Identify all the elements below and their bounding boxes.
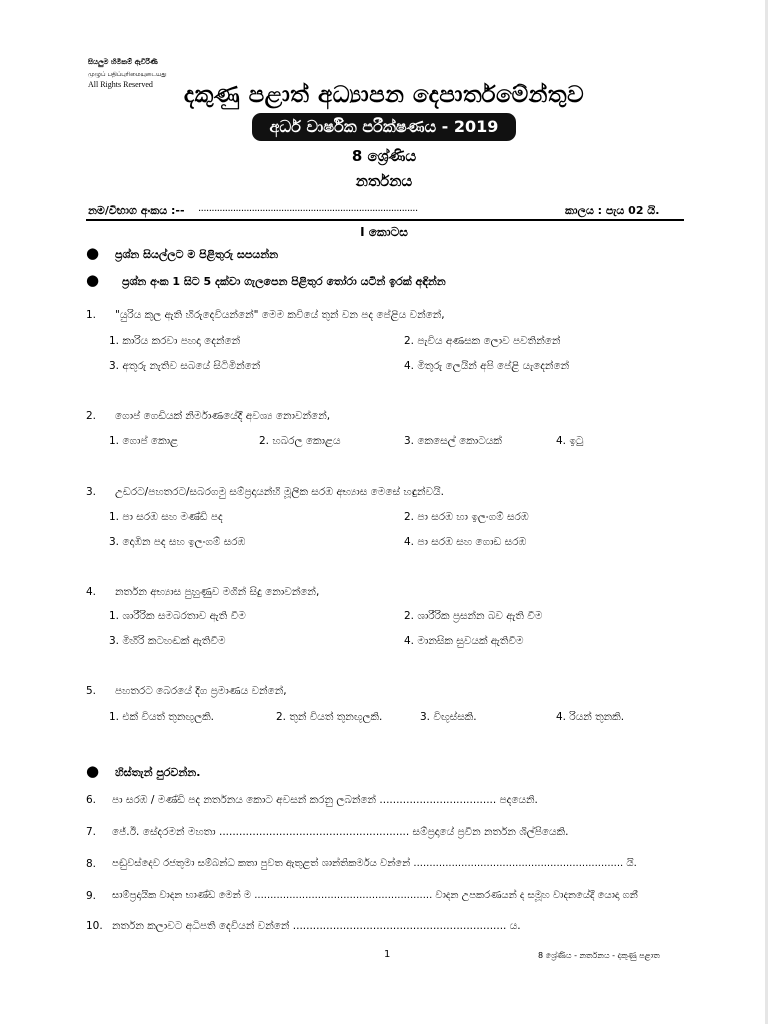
question-text: නර්තන අභ්‍යාස පුහුණුව මගින් සිදු නොවන්නේ,	[115, 586, 320, 598]
header-divider	[86, 219, 684, 221]
option[interactable]: 3. දොඹින පද සහ ඉලංගම් සරඹ	[109, 536, 246, 548]
question-number: 6.	[86, 794, 97, 806]
exam-banner	[252, 113, 516, 141]
option[interactable]: 2. තුන් වියත් තුනඟුලකි.	[276, 711, 383, 723]
question-number: 5.	[86, 685, 97, 697]
fill-question[interactable]: පඬුවස්දෙව රජතුමා සම්බන්ධ කතා පුවත ඇතුළත් ශාන්තිකර්මය වන්නේ .................................................................. යි.	[112, 858, 637, 869]
option[interactable]: 1. ශාරීරික සමබරතාව ඇති වීම	[109, 610, 246, 622]
fill-question[interactable]: පා සරඹ / මණ්ඩි පද නර්තනය කොට අවසන් කරනු ලබන්නේ ................................... පදයෙනි.	[112, 794, 538, 806]
instruction-1: ප්‍රශ්න සියල්ලට ම පිළිතුරු සපයන්න	[115, 248, 279, 261]
option[interactable]: 4. පා සරඹ සහ ගොඩ සරඹ	[404, 536, 527, 548]
question-number: 8.	[86, 858, 97, 870]
copyright-english: All Rights Reserved	[88, 80, 153, 89]
instruction-2: ප්‍රශ්න අංක 1 සිට 5 දක්වා ගැලපෙන පිළිතුර තෝරා යටින් ඉරක් අඳින්න	[122, 275, 446, 288]
time-label: කාලය : පැය 02 යි.	[565, 204, 660, 217]
question-number: 1.	[86, 309, 97, 321]
option[interactable]: 4. මානසික සුවයක් ඇතිවීම	[404, 635, 524, 647]
option[interactable]: 4. මිතුරු ලෙයින් අපි පේළි යැදෙන්නේ	[404, 360, 570, 372]
question-number: 10.	[86, 920, 103, 932]
question-text: පහතරට බෙරයේ දිග ප්‍රමාණය වන්නේ,	[115, 685, 287, 697]
question-number: 3.	[86, 486, 97, 498]
name-field[interactable]: ..................................................................................	[198, 203, 418, 214]
question-number: 2.	[86, 410, 97, 422]
option[interactable]: 3. කෙසෙල් කොටයක්	[404, 435, 502, 447]
fill-question[interactable]: නර්තන කලාවට අධිපති දෙවියන් වන්නේ ................................................................ ය.	[112, 920, 521, 932]
page-number: 1	[384, 949, 391, 960]
option[interactable]: 1. පා සරඹ සහ මණ්ඩි පද	[109, 511, 223, 523]
bullet-icon: ●	[86, 244, 100, 262]
option[interactable]: 2. පා සරඹ හා ඉලංගම් සරඹ	[404, 511, 529, 523]
option[interactable]: 1. කාරිය කරවා පහදා දෙන්නේ	[109, 335, 241, 347]
name-label: නම/විභාග අංකය :--	[88, 204, 185, 217]
fill-instruction: හිස්තැන් පුරවන්න.	[115, 766, 201, 779]
option[interactable]: 1. ගොප් කොළ	[109, 435, 179, 447]
option[interactable]: 1. එක් වියත් තුනඟුලකි.	[109, 711, 214, 723]
question-text: උඩරට/පහතරට/සබරගමු සම්ප්‍රදායන්හි මූලික සරඹ අභ්‍යාස මෙසේ හඳුන්වයි.	[115, 486, 444, 498]
section-title: I කොටස	[360, 225, 408, 239]
copyright-sinhala: සියලුම හිමිකම් ඇවිරිණි	[88, 58, 158, 66]
footer-text: 8 ශ්‍රේණිය - නර්තනය - දකුණු පළාත	[538, 951, 660, 960]
fill-question[interactable]: ජේ.ඊ. සේදරමන් මහතා ......................................................... සම්ප්‍රදායේ ප්‍රවීන නර්තන ශිල්පියෙකි.	[112, 826, 569, 838]
question-number: 9.	[86, 890, 97, 902]
exam-title: අර්ධ වාර්ෂික පරීක්ෂණය - 2019	[269, 117, 499, 136]
fill-question[interactable]: සාම්ප්‍රදායික වාදන භාණ්ඩ මෙන් ම ........................................................ වාදන උපකරණයන් ද සමූහ වාදනයේදී යොදා ගනී	[112, 890, 638, 901]
subject-title: නර්තනය	[355, 172, 413, 190]
option[interactable]: 2. පැවිය අණසක ලොව පවතින්නේ	[404, 335, 561, 347]
grade-title: 8 ශ්‍රේණිය	[351, 147, 417, 165]
copyright-tamil: முழுப் பதிப்புரிமையுடையது	[88, 71, 167, 78]
option[interactable]: 3. අතුරු නැතිව සබයේ සිටිමින්නේ	[109, 360, 261, 372]
bullet-icon: ●	[86, 762, 100, 780]
option[interactable]: 3. මිහිරි කටහඬක් ඇතිවීම	[109, 635, 226, 647]
bullet-icon: ●	[86, 271, 100, 289]
question-text: "යුරිය කුල ඇති හිරුදෙවියන්නේ" මෙම කවියේ තුන් වන පද පේළිය වන්නේ,	[115, 309, 445, 321]
department-title: දකුණු පළාත් අධ්‍යාපන දෙපාර්තමේන්තුව	[183, 82, 585, 108]
option[interactable]: 2. හබරල කොළය	[259, 435, 341, 447]
option[interactable]: 4. රියන් තුනකි.	[556, 711, 625, 723]
option[interactable]: 2. ශාරීරික ප්‍රසන්න බව ඇති වීම	[404, 610, 543, 622]
question-number: 7.	[86, 826, 97, 838]
option[interactable]: 3. විඟුස්සකි.	[420, 711, 477, 723]
option[interactable]: 4. ඉටු	[556, 435, 584, 447]
question-number: 4.	[86, 586, 97, 598]
question-text: ගොප් ගෙඩියක් නිර්මාණයේදී අවශ්‍ය නොවන්නේ,	[115, 410, 331, 422]
